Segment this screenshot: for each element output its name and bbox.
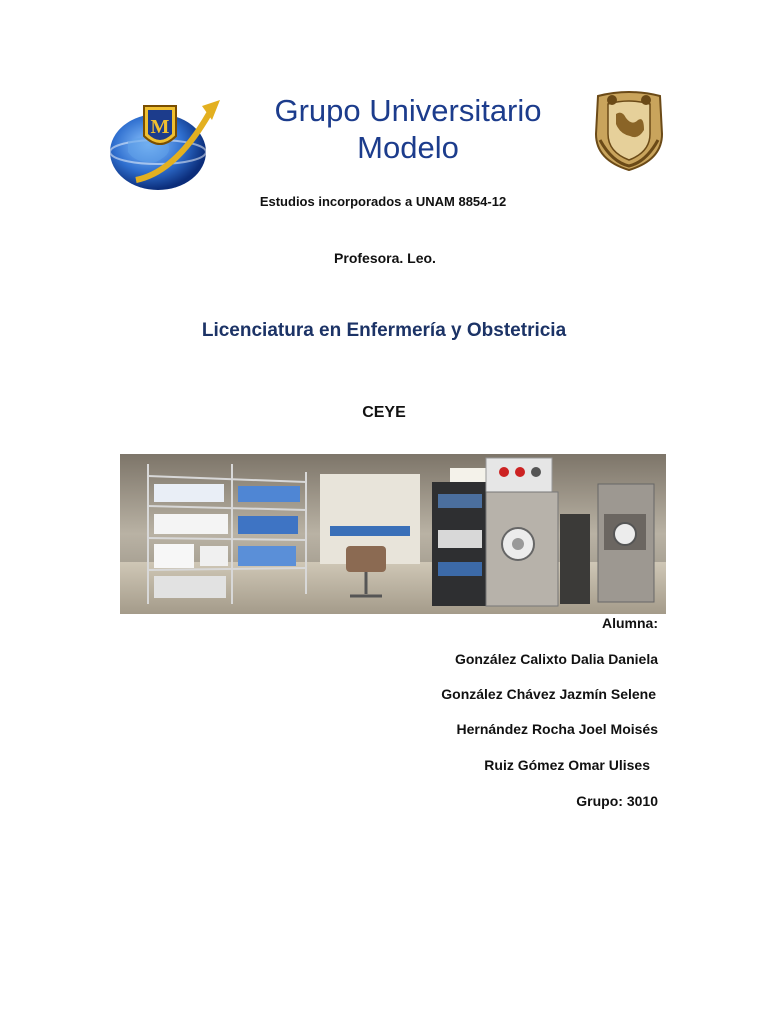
degree-title: Licenciatura en Enfermería y Obstetricia <box>201 320 567 341</box>
subtitle: Estudios incorporados a UNAM 8854-12 <box>259 194 507 209</box>
gum-globe-logo <box>106 92 224 194</box>
student-name: Ruiz Gómez Omar Ulises <box>484 757 650 773</box>
svg-text:M: M <box>150 116 170 138</box>
unam-seal <box>592 90 666 172</box>
professor-name: Profesora. Leo. <box>334 250 436 266</box>
student-name: González Chávez Jazmín Selene <box>441 686 656 702</box>
students-label: Alumna: <box>602 615 658 631</box>
title-line-1: Grupo Universitario <box>274 93 542 128</box>
title-line-2: Modelo <box>357 130 459 165</box>
student-name: Hernández Rocha Joel Moisés <box>456 721 658 737</box>
sterile-supply-room-photo <box>120 454 666 614</box>
group-number: Grupo: 3010 <box>576 793 658 809</box>
topic-title: CEYE <box>362 404 406 421</box>
page-title <box>230 92 586 166</box>
student-name: González Calixto Dalia Daniela <box>454 651 658 667</box>
